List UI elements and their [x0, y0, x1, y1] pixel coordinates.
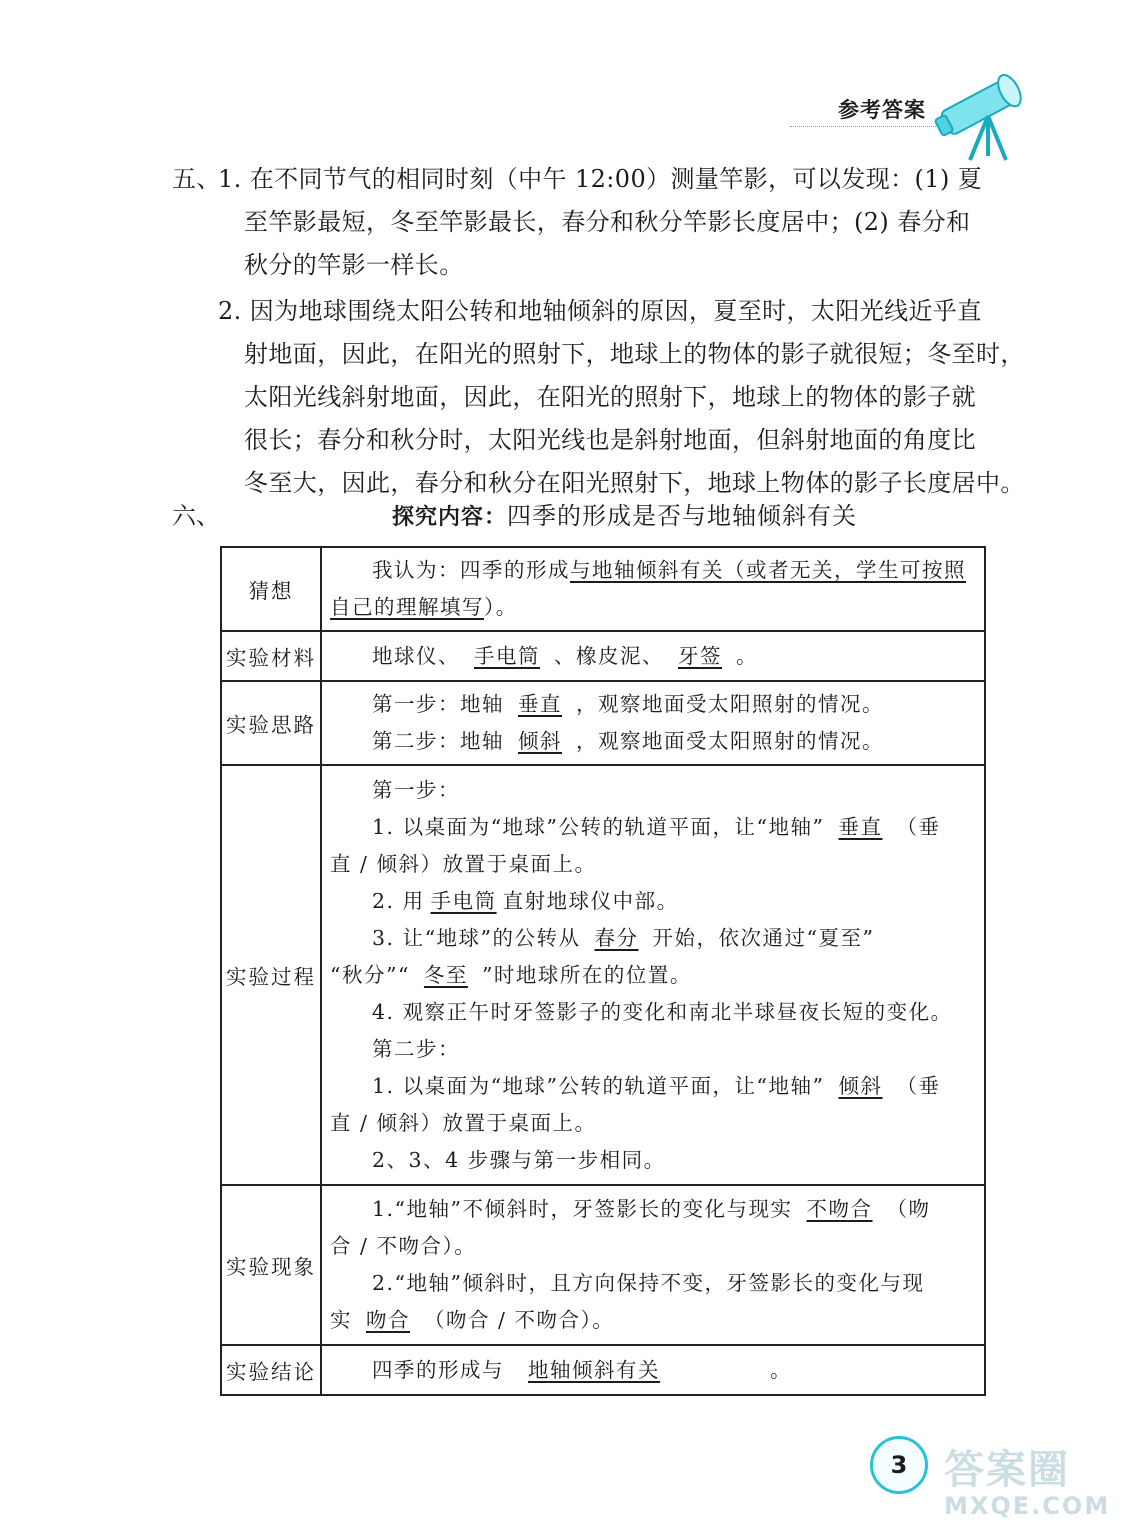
process-text: 1. 以桌面为“地球”公转的轨道平面，让“地轴”: [372, 814, 825, 839]
phenomenon-text: 1.“地轴”不倾斜时，牙签影长的变化与现实: [372, 1197, 793, 1221]
answer-1-line: 至竿影最短，冬至竿影最长，春分和秋分竿影长度居中；(2) 春分和: [244, 208, 971, 236]
page-header-title: 参考答案: [838, 98, 926, 122]
guess-prefix: 我认为：四季的形成: [372, 558, 570, 582]
process-step-title: 第二步：: [372, 1036, 460, 1061]
page-number: 3: [870, 1436, 928, 1494]
row-label-phenomenon: 实验现象: [221, 1185, 321, 1345]
process-content: [321, 765, 985, 1185]
idea-text: ，观察地面受太阳照射的情况。: [576, 692, 884, 716]
phenomenon-content: [321, 1185, 985, 1345]
table-row: [221, 547, 985, 631]
process-answer: 倾斜: [838, 1073, 883, 1098]
conclusion-text: 四季的形成与: [372, 1357, 504, 1382]
process-text: （垂: [896, 1073, 941, 1098]
inquiry-key: 探究内容：: [392, 505, 508, 530]
section-5-answer-1: [218, 158, 990, 287]
watermark-url: MXQE.COM: [944, 1492, 1111, 1520]
process-text: 2、3、4 步骤与第一步相同。: [372, 1147, 666, 1172]
guess-suffix: ）。: [484, 595, 518, 619]
phenomenon-text: 实: [330, 1308, 352, 1332]
process-text: （垂: [896, 814, 941, 839]
process-text: ”时地球所在的位置。: [481, 962, 692, 987]
conclusion-content: [321, 1345, 985, 1395]
phenomenon-text: 合 / 不吻合）。: [330, 1234, 477, 1258]
process-text: 4. 观察正午时牙签影子的变化和南北半球昼夜长短的变化。: [372, 999, 953, 1024]
process-text: 1. 以桌面为“地球”公转的轨道平面，让“地轴”: [372, 1073, 825, 1098]
table-row: [221, 1185, 985, 1345]
process-answer: 春分: [594, 925, 639, 950]
phenomenon-answer: 不吻合: [806, 1197, 873, 1221]
section-5-answer-2: [218, 290, 1025, 505]
row-label-process: 实验过程: [221, 765, 321, 1185]
table-row: [221, 631, 985, 681]
materials-text: 地球仪、: [372, 643, 460, 668]
materials-content: [321, 631, 985, 681]
materials-answer-toothpick: 牙签: [678, 643, 722, 668]
phenomenon-text: （吻: [886, 1197, 931, 1221]
conclusion-answer: 地轴倾斜有关: [528, 1357, 660, 1382]
materials-text: 。: [736, 643, 758, 668]
process-answer: 手电筒: [430, 888, 497, 913]
row-label-guess: 猜想: [221, 547, 321, 631]
materials-answer-flashlight: 手电筒: [474, 643, 540, 668]
row-label-materials: 实验材料: [221, 631, 321, 681]
answer-2-line: 太阳光线斜射地面，因此，在阳光的照射下，地球上的物体的影子就: [244, 383, 976, 411]
process-text: 2. 用: [372, 888, 425, 913]
experiment-table: [220, 546, 986, 1396]
process-text: 3. 让“地球”的公转从: [372, 925, 581, 950]
answer-2-line: 冬至大，因此，春分和秋分在阳光照射下，地球上物体的影子长度居中。: [244, 469, 1025, 497]
process-answer: 冬至: [423, 962, 468, 987]
answer-1-line: 秋分的竿影一样长。: [244, 251, 464, 279]
phenomenon-answer: 吻合: [366, 1308, 410, 1332]
materials-text: 、橡皮泥、: [554, 643, 664, 668]
idea-text: 第二步：地轴: [372, 729, 504, 753]
process-text: 直 / 倾斜）放置于桌面上。: [330, 851, 597, 876]
guess-answer-cont: 自己的理解填写: [330, 595, 484, 619]
section-6-label: 六、: [172, 502, 220, 530]
table-row: [221, 681, 985, 765]
process-text: 直射地球仪中部。: [502, 888, 679, 913]
phenomenon-text: （吻合 / 不吻合）。: [424, 1308, 615, 1332]
answer-1-line: 1. 在不同节气的相同时刻（中午 12:00）测量竿影，可以发现：(1) 夏: [218, 165, 983, 193]
table-row: [221, 1345, 985, 1395]
phenomenon-text: 2.“地轴”倾斜时，且方向保持不变，牙签影长的变化与现: [372, 1271, 925, 1295]
section-6-title: [392, 496, 857, 531]
process-text: 开始，依次通过“夏至”: [652, 925, 875, 950]
answer-2-line: 射地面，因此，在阳光的照射下，地球上的物体的影子就很短；冬至时，: [244, 340, 1025, 368]
idea-answer-2: 倾斜: [518, 729, 562, 753]
telescope-icon: [930, 52, 1042, 164]
process-step-title: 第一步：: [372, 777, 460, 802]
answer-2-line: 很长；春分和秋分时，太阳光线也是斜射地面，但斜射地面的角度比: [244, 426, 976, 454]
answer-2-line: 2. 因为地球围绕太阳公转和地轴倾斜的原因，夏至时，太阳光线近乎直: [218, 297, 982, 325]
table-row: [221, 765, 985, 1185]
process-text: “秋分”“: [330, 962, 410, 987]
row-label-idea: 实验思路: [221, 681, 321, 765]
watermark-text: 答案圈: [944, 1447, 1070, 1493]
row-label-conclusion: 实验结论: [221, 1345, 321, 1395]
section-5-label: 五、: [172, 165, 221, 193]
idea-text: 第一步：地轴: [372, 692, 504, 716]
watermark-logo: [944, 1448, 1114, 1528]
inquiry-topic: 四季的形成是否与地轴倾斜有关: [507, 502, 858, 530]
process-text: 直 / 倾斜）放置于桌面上。: [330, 1110, 597, 1135]
guess-content: [321, 547, 985, 631]
process-answer: 垂直: [838, 814, 883, 839]
idea-text: ，观察地面受太阳照射的情况。: [576, 729, 884, 753]
conclusion-text: 。: [770, 1357, 792, 1382]
guess-answer: 与地轴倾斜有关（或者无关，学生可按照: [570, 558, 966, 582]
header-divider: [790, 126, 950, 127]
idea-content: [321, 681, 985, 765]
idea-answer-1: 垂直: [518, 692, 562, 716]
